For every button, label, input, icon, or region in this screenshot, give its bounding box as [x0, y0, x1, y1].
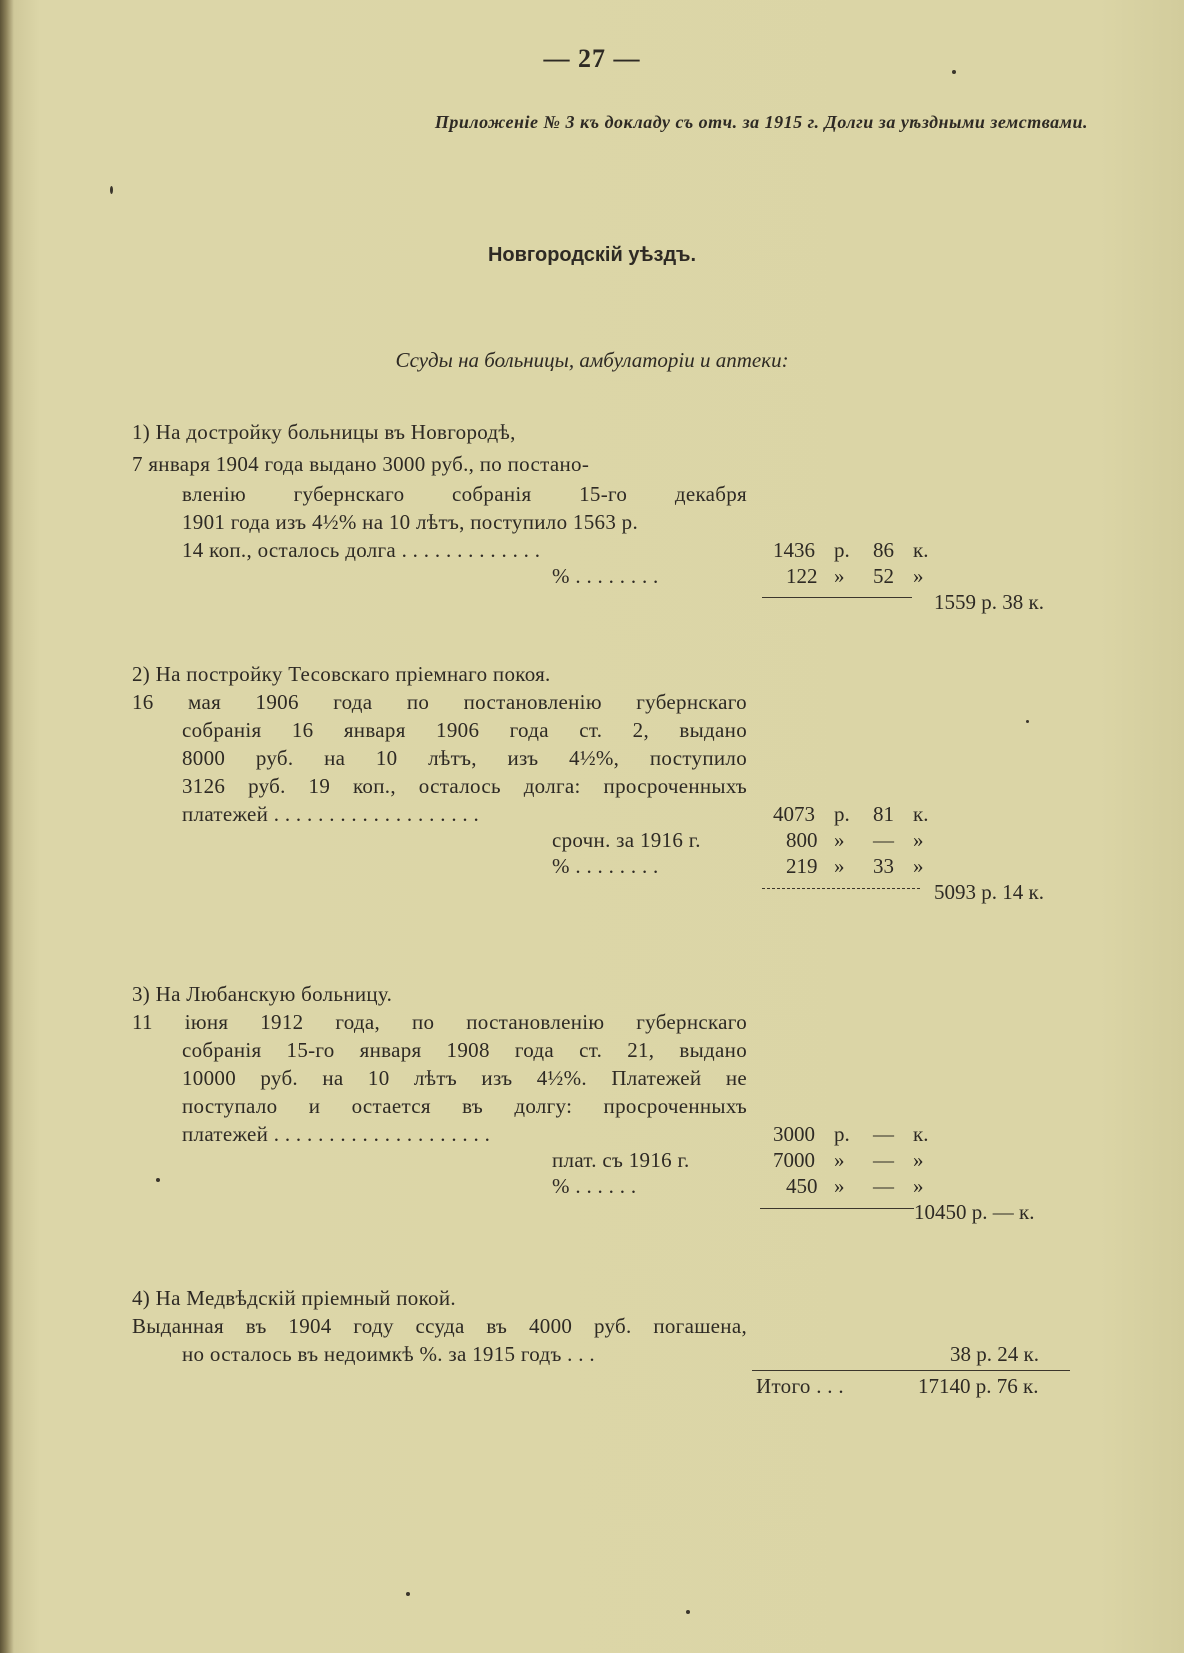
item-3-entry-3-amount: 450: [786, 1174, 818, 1198]
item-3-line-6: платежей . . . . . . . . . . . . . . . . . . . .: [182, 1122, 491, 1146]
grand-total-rule: [752, 1370, 1070, 1371]
item-3-entry-1-unit: р.: [834, 1122, 850, 1146]
item-3-entry-1-kop: —: [873, 1122, 894, 1146]
print-speck: [686, 1610, 690, 1614]
item-3-sum-rule: [760, 1208, 914, 1209]
item-2-line-3: собранія 16 января 1906 года ст. 2, выдано: [182, 718, 747, 742]
item-1-line-3: вленію губернскаго собранія 15-го декабря: [182, 482, 747, 506]
item-4-line-2: Выданная въ 1904 году ссуда въ 4000 руб. погашена,: [132, 1314, 747, 1338]
print-speck: [952, 70, 956, 74]
item-1-entry-1-unit: р.: [834, 538, 850, 562]
item-3-line-2: 11 іюня 1912 года, по постановленію губернскаго: [132, 1010, 747, 1034]
item-2-sum-rule: [762, 888, 920, 889]
item-2-entry-1-amount: 4073: [773, 802, 815, 826]
print-speck: [156, 1178, 160, 1182]
item-1-total: 1559 р. 38 к.: [934, 590, 1044, 614]
item-2-entry-3-amount: 219: [786, 854, 818, 878]
item-3-entry-3-unit: »: [834, 1174, 845, 1198]
item-4-line-1: 4) На Медвѣдскій пріемный покой.: [132, 1286, 456, 1310]
print-speck: [1026, 720, 1029, 723]
item-4-total: 38 р. 24 к.: [950, 1342, 1039, 1366]
print-speck: [406, 1592, 410, 1596]
item-2-entry-1-kop: 81: [873, 802, 894, 826]
section-title: Новгородскій уѣздъ.: [487, 244, 697, 266]
item-1-entry-2-kop-unit: »: [913, 564, 924, 588]
item-2-entry-2-kop-unit: »: [913, 828, 924, 852]
item-1-entry-2-amount: 122: [786, 564, 818, 588]
running-header: Приложеніе № 3 къ докладу съ отч. за 1915 г. Долги за уѣздными земствами.: [434, 112, 1088, 132]
item-1-entry-1-amount: 1436: [773, 538, 815, 562]
grand-total-label: Итого . . .: [756, 1374, 844, 1398]
item-4-line-3: но осталось въ недоимкѣ %. за 1915 годъ . . .: [182, 1342, 595, 1366]
item-3-entry-2-label: плат. съ 1916 г.: [552, 1148, 690, 1172]
item-1-line-4: 1901 года изъ 4½% на 10 лѣтъ, поступило 1563 р.: [182, 510, 639, 534]
item-1-entry-1-kop-unit: к.: [913, 538, 929, 562]
item-3-total: 10450 р. — к.: [914, 1200, 1035, 1224]
item-2-entry-2-kop: —: [873, 828, 894, 852]
item-3-line-4: 10000 руб. на 10 лѣтъ изъ 4½%. Платежей не: [182, 1066, 747, 1090]
item-3-entry-3-kop-unit: »: [913, 1174, 924, 1198]
item-2-entry-3-label: % . . . . . . . .: [552, 854, 659, 878]
item-3-entry-2-kop: —: [873, 1148, 894, 1172]
item-3-line-3: собранія 15-го января 1908 года ст. 21, выдано: [182, 1038, 747, 1062]
grand-total-value: 17140 р. 76 к.: [918, 1374, 1039, 1398]
item-2-entry-3-kop-unit: »: [913, 854, 924, 878]
section-subtitle: Ссуды на больницы, амбулаторіи и аптеки:: [395, 348, 789, 372]
item-1-entry-2-unit: »: [834, 564, 845, 588]
item-3-entry-2-amount: 7000: [773, 1148, 815, 1172]
print-speck: [110, 186, 113, 194]
item-2-line-2: 16 мая 1906 года по постановленію губернскаго: [132, 690, 747, 714]
item-2-entry-2-label: срочн. за 1916 г.: [552, 828, 701, 852]
item-3-entry-2-kop-unit: »: [913, 1148, 924, 1172]
item-2-entry-3-unit: »: [834, 854, 845, 878]
item-3-entry-3-label: % . . . . . .: [552, 1174, 637, 1198]
page-number: — 27 —: [543, 44, 641, 73]
item-2-line-1: 2) На постройку Тесовскаго пріемнаго покоя.: [132, 662, 551, 686]
item-2-line-5: 3126 руб. 19 коп., осталось долга: просроченныхъ: [182, 774, 747, 798]
item-3-entry-1-kop-unit: к.: [913, 1122, 929, 1146]
item-2-entry-3-kop: 33: [873, 854, 894, 878]
item-1-entry-2-label: % . . . . . . . .: [552, 564, 659, 588]
item-3-line-5: поступало и остается въ долгу: просроченныхъ: [182, 1094, 747, 1118]
item-2-entry-2-amount: 800: [786, 828, 818, 852]
item-1-entry-2-kop: 52: [873, 564, 894, 588]
item-2-total: 5093 р. 14 к.: [934, 880, 1044, 904]
item-2-line-6: платежей . . . . . . . . . . . . . . . . . . .: [182, 802, 480, 826]
item-1-sum-rule: [762, 597, 912, 598]
item-2-entry-1-kop-unit: к.: [913, 802, 929, 826]
item-3-entry-2-unit: »: [834, 1148, 845, 1172]
item-1-entry-1-kop: 86: [873, 538, 894, 562]
item-1-line-1: 1) На достройку больницы въ Новгородѣ,: [132, 420, 516, 444]
item-2-entry-2-unit: »: [834, 828, 845, 852]
item-3-line-1: 3) На Любанскую больницу.: [132, 982, 393, 1006]
item-2-entry-1-unit: р.: [834, 802, 850, 826]
item-3-entry-3-kop: —: [873, 1174, 894, 1198]
item-3-entry-1-amount: 3000: [773, 1122, 815, 1146]
item-1-line-2: 7 января 1904 года выдано 3000 руб., по постано-: [132, 452, 590, 476]
item-2-line-4: 8000 руб. на 10 лѣтъ, изъ 4½%, поступило: [182, 746, 747, 770]
item-1-line-5: 14 коп., осталось долга . . . . . . . . . . . . .: [182, 538, 541, 562]
